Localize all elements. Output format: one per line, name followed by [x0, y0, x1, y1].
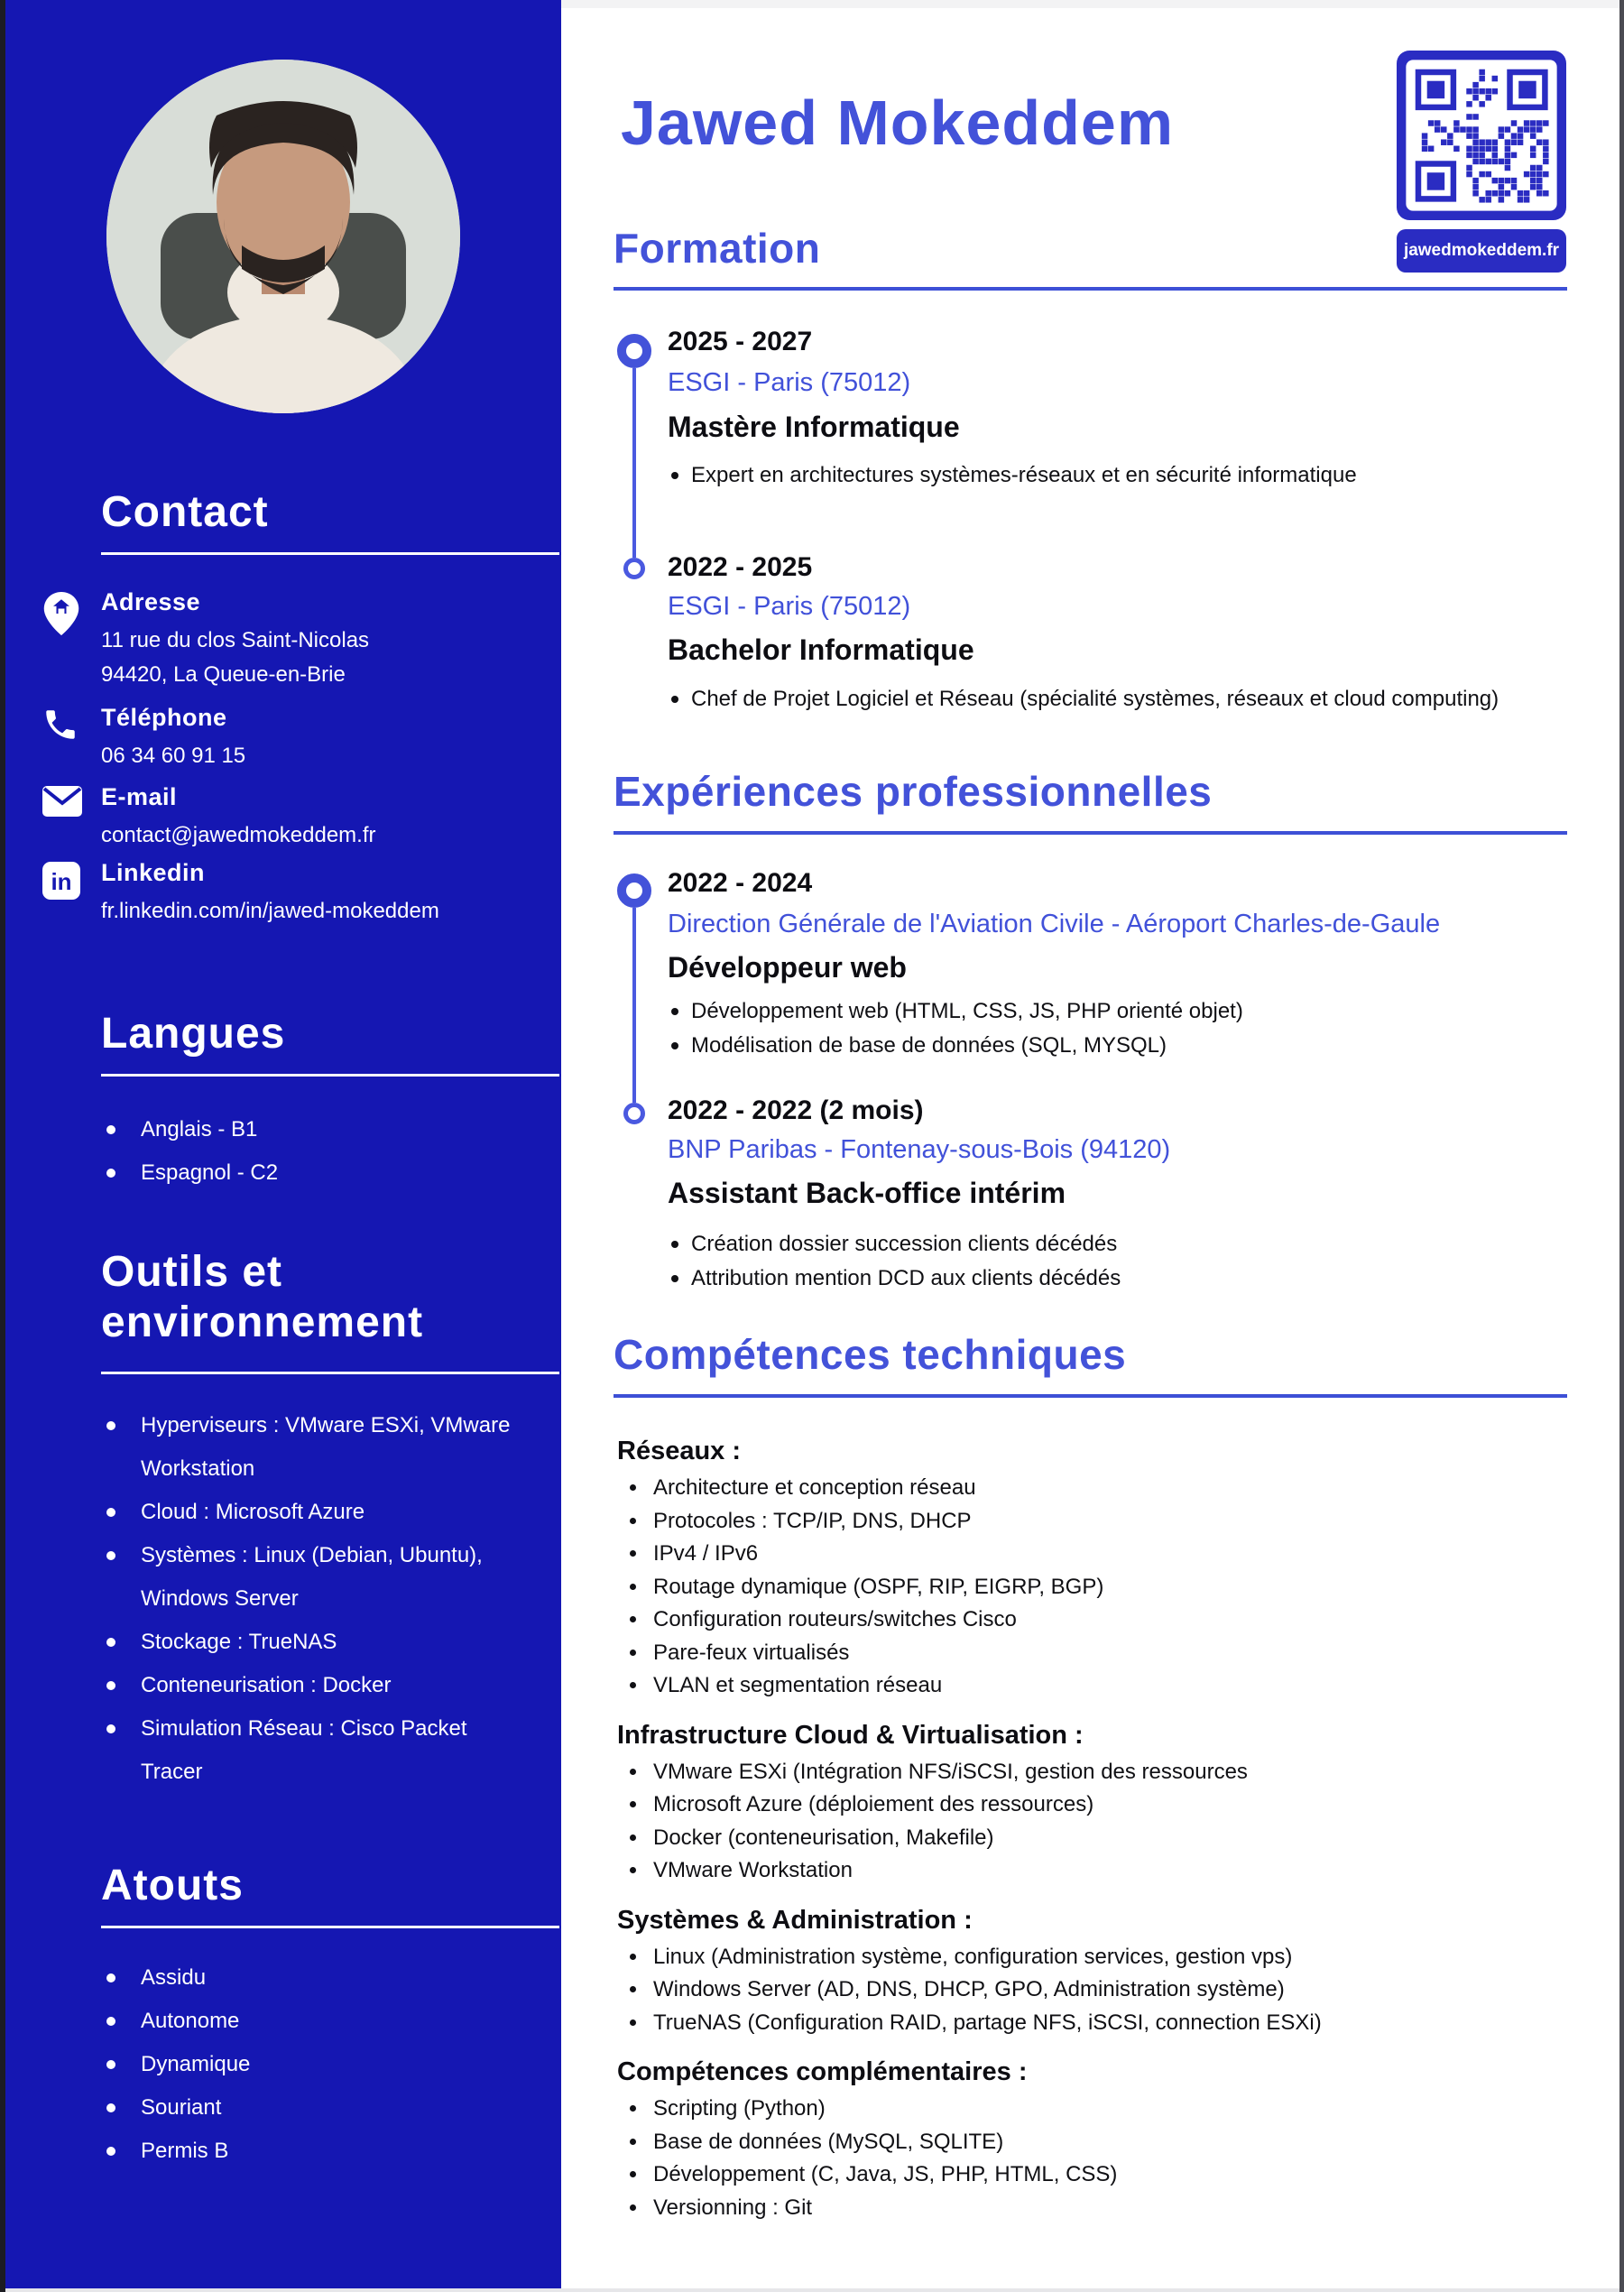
formation-bullets — [668, 458, 1357, 493]
formation-org-link[interactable]: ESGI - Paris (75012) — [668, 592, 911, 621]
timeline-ring — [617, 873, 651, 908]
atouts-list — [101, 1956, 525, 2173]
competence-group-cloud — [617, 1721, 1592, 1888]
atout-item: Souriant — [101, 2086, 525, 2130]
skill-item: VLAN et segmentation réseau — [617, 1669, 1592, 1703]
competence-group-reseaux — [617, 1437, 1592, 1703]
skill-item: Scripting (Python) — [617, 2093, 1592, 2126]
outil-item: Cloud : Microsoft Azure — [101, 1491, 525, 1534]
email-icon — [42, 785, 81, 828]
contact-underline — [101, 552, 559, 555]
atouts-underline — [101, 1926, 559, 1928]
atout-item: Permis B — [101, 2130, 525, 2173]
group-heading: Systèmes & Administration : — [617, 1905, 973, 1935]
address-line-2: 94420, La Queue-en-Brie — [101, 662, 346, 687]
skill-item: Développement (C, Java, JS, PHP, HTML, CSS) — [617, 2158, 1592, 2192]
competence-group-complementaires — [617, 2057, 1592, 2224]
skill-item: Windows Server (AD, DNS, DHCP, GPO, Administration système) — [617, 1973, 1592, 2007]
outils-list — [101, 1404, 525, 1794]
timeline-ring — [623, 558, 645, 579]
outil-item: Conteneurisation : Docker — [101, 1664, 525, 1707]
skill-item: Protocoles : TCP/IP, DNS, DHCP — [617, 1505, 1592, 1539]
timeline-ring — [617, 334, 651, 368]
experience-role: Développeur web — [668, 951, 907, 984]
skill-item: IPv4 / IPv6 — [617, 1538, 1592, 1571]
left-edge-border — [0, 0, 5, 2292]
timeline-connector — [632, 368, 636, 558]
outil-item: Systèmes : Linux (Debian, Ubuntu), Windows Server — [101, 1534, 525, 1621]
group-heading: Infrastructure Cloud & Virtualisation : — [617, 1720, 1084, 1750]
sidebar — [5, 0, 561, 2292]
experience-period: 2022 - 2022 (2 mois) — [668, 1095, 924, 1125]
bottom-page-edge — [0, 2288, 1624, 2292]
bullet-item: Modélisation de base de données (SQL, MYSQL) — [668, 1029, 1243, 1063]
competences-underline — [614, 1394, 1567, 1398]
skill-item: Configuration routeurs/switches Cisco — [617, 1603, 1592, 1637]
experience-bullets — [668, 1227, 1121, 1296]
outil-item: Simulation Réseau : Cisco Packet Tracer — [101, 1707, 525, 1794]
atouts-heading: Atouts — [101, 1862, 244, 1909]
person-name: Jawed Mokeddem — [621, 88, 1175, 158]
qr-label-link[interactable]: jawedmokeddem.fr — [1397, 229, 1566, 273]
skill-item: TrueNAS (Configuration RAID, partage NFS, iSCSI, connection ESXi) — [617, 2007, 1592, 2040]
atout-item: Autonome — [101, 2000, 525, 2043]
timeline-connector — [632, 908, 636, 1103]
langues-heading: Langues — [101, 1010, 286, 1058]
experience-period: 2022 - 2024 — [668, 868, 813, 898]
skill-item: Docker (conteneurisation, Makefile) — [617, 1822, 1592, 1855]
contact-label: Linkedin — [101, 859, 206, 886]
formation-underline — [614, 287, 1567, 291]
langue-item: Anglais - B1 — [101, 1108, 525, 1151]
group-heading: Réseaux : — [617, 1437, 742, 1465]
linkedin-icon — [42, 861, 81, 904]
skill-item: Routage dynamique (OSPF, RIP, EIGRP, BGP) — [617, 1571, 1592, 1604]
formation-role: Bachelor Informatique — [668, 633, 974, 666]
skill-item: Pare-feux virtualisés — [617, 1637, 1592, 1670]
experience-org-link[interactable]: Direction Générale de l'Aviation Civile - Aéroport Charles-de-Gaule — [668, 910, 1441, 938]
skill-item: Versionning : Git — [617, 2192, 1592, 2225]
phone-number: 06 34 60 91 15 — [101, 744, 246, 768]
phone-icon — [42, 706, 81, 749]
langues-underline — [101, 1074, 559, 1077]
bullet-item: Chef de Projet Logiciel et Réseau (spécialité systèmes, réseaux et cloud computing) — [668, 682, 1499, 716]
bullet-item: Attribution mention DCD aux clients décédés — [668, 1262, 1121, 1296]
right-edge-border — [1619, 0, 1624, 2292]
experiences-underline — [614, 831, 1567, 835]
skill-item: Microsoft Azure (déploiement des ressources) — [617, 1788, 1592, 1822]
skill-item: VMware Workstation — [617, 1854, 1592, 1888]
profile-photo — [106, 60, 460, 413]
atout-item: Assidu — [101, 1956, 525, 2000]
svg-text:in: in — [51, 868, 72, 895]
bullet-item: Développement web (HTML, CSS, JS, PHP orienté objet) — [668, 994, 1243, 1029]
outils-underline — [101, 1372, 559, 1374]
qr-code-image — [1397, 49, 1566, 222]
experience-org-link[interactable]: BNP Paribas - Fontenay-sous-Bois (94120) — [668, 1135, 1171, 1164]
skill-item: Base de données (MySQL, SQLITE) — [617, 2126, 1592, 2159]
timeline-ring — [623, 1103, 645, 1124]
main-column — [561, 0, 1624, 2292]
formation-org-link[interactable]: ESGI - Paris (75012) — [668, 368, 911, 397]
formation-bullets — [668, 682, 1499, 716]
skill-item: Linux (Administration système, configuration services, gestion vps) — [617, 1941, 1592, 1974]
contact-label: Adresse — [101, 588, 201, 615]
competences-heading: Compétences techniques — [614, 1331, 1127, 1378]
competences-groups — [617, 1437, 1592, 2242]
formation-period: 2025 - 2027 — [668, 327, 813, 356]
outil-item: Hyperviseurs : VMware ESXi, VMware Workstation — [101, 1404, 525, 1491]
langues-list — [101, 1108, 525, 1195]
bullet-item: Expert en architectures systèmes-réseaux et en sécurité informatique — [668, 458, 1357, 493]
contact-label: Téléphone — [101, 704, 227, 731]
formation-role: Mastère Informatique — [668, 411, 960, 443]
qr-code — [1397, 49, 1566, 222]
contact-heading: Contact — [101, 488, 269, 536]
group-heading: Compétences complémentaires : — [617, 2057, 1028, 2086]
experience-bullets — [668, 994, 1243, 1063]
email-value: contact@jawedmokeddem.fr — [101, 823, 376, 847]
bullet-item: Création dossier succession clients décédés — [668, 1227, 1121, 1262]
atout-item: Dynamique — [101, 2043, 525, 2086]
address-line-1: 11 rue du clos Saint-Nicolas — [101, 628, 370, 652]
experience-role: Assistant Back-office intérim — [668, 1177, 1066, 1209]
skill-item: VMware ESXi (Intégration NFS/iSCSI, gestion des ressources — [617, 1756, 1592, 1789]
contact-label: E-mail — [101, 783, 178, 810]
avatar — [106, 60, 460, 413]
location-pin-icon — [42, 590, 81, 633]
skill-item: Architecture et conception réseau — [617, 1472, 1592, 1505]
top-page-edge — [561, 0, 1624, 8]
linkedin-url[interactable]: fr.linkedin.com/in/jawed-mokeddem — [101, 899, 439, 923]
formation-period: 2022 - 2025 — [668, 552, 813, 582]
outil-item: Stockage : TrueNAS — [101, 1621, 525, 1664]
experiences-heading: Expériences professionnelles — [614, 768, 1213, 815]
competence-group-systemes — [617, 1906, 1592, 2040]
langue-item: Espagnol - C2 — [101, 1151, 525, 1195]
formation-heading: Formation — [614, 225, 821, 272]
outils-heading: Outils et environnement — [101, 1248, 424, 1347]
